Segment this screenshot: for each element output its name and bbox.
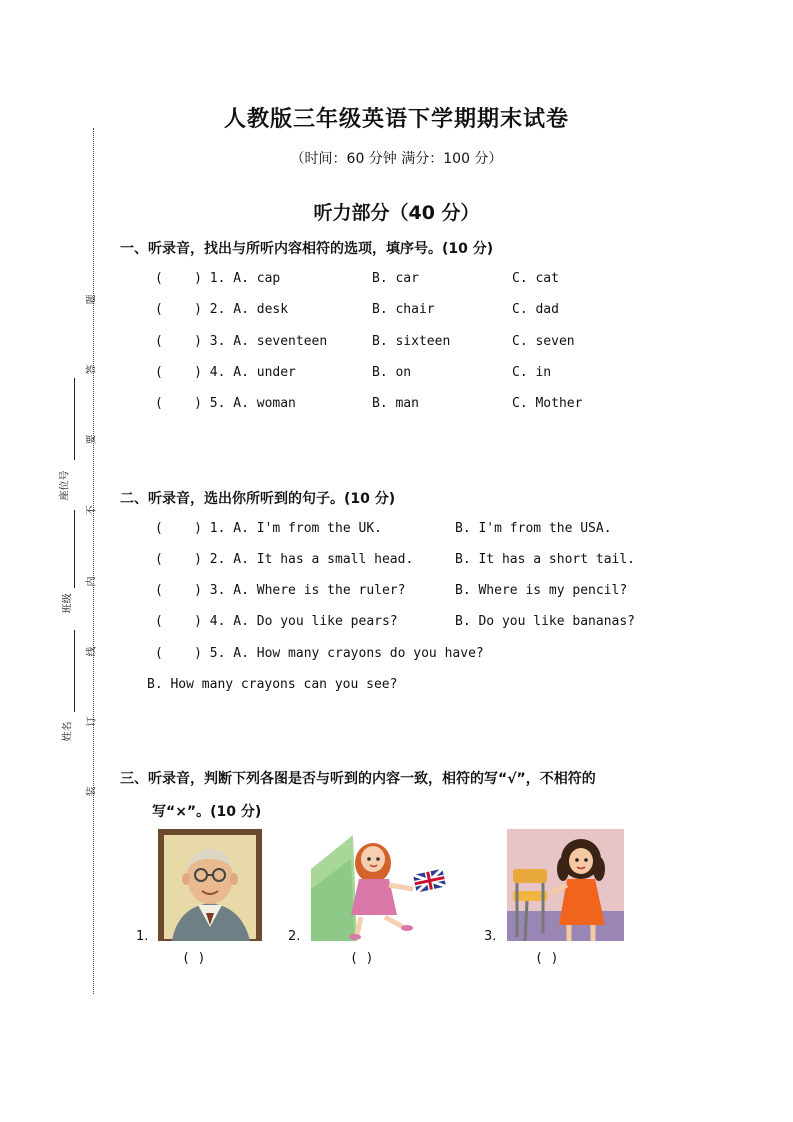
class-underline (74, 510, 75, 588)
s2-q4-a: ( ) 4. A. Do you like pears? (155, 614, 398, 629)
section3-heading-line2: 写“×”。(10 分) (152, 804, 262, 820)
binding-char: 要 (86, 434, 98, 445)
s1-q4-a: ( ) 4. A. under (155, 365, 296, 380)
section1-heading: 一、听录音，找出与所听内容相符的选项，填序号。(10 分) (120, 241, 494, 257)
s1-q4-b: B. on (372, 365, 412, 380)
binding-char: 订 (86, 716, 98, 727)
s2-q5-b: B. How many crayons can you see? (147, 677, 398, 692)
seat-number-underline (74, 378, 75, 460)
name-label: 姓名 (62, 721, 74, 742)
class-label: 班级 (62, 593, 74, 614)
seat-number-label: 座位号 (59, 470, 71, 501)
name-underline (74, 630, 75, 712)
s2-q3-a: ( ) 3. A. Where is the ruler? (155, 583, 406, 598)
binding-char: 题 (86, 294, 98, 305)
s2-q3-b: B. Where is my pencil? (455, 583, 628, 598)
picture-3-answer[interactable]: ( ) (535, 951, 559, 966)
s1-q5-c: C. Mother (512, 396, 583, 411)
s2-q5-a: ( ) 5. A. How many crayons do you have? (155, 646, 484, 661)
s1-q3-c: C. seven (512, 334, 575, 349)
binding-char: 装 (86, 786, 98, 797)
s1-q1-a: ( ) 1. A. cap (155, 271, 281, 286)
exam-time-score: （时间：60 分钟 满分：100 分） (290, 151, 503, 167)
picture-1-answer[interactable]: ( ) (182, 951, 206, 966)
s2-q4-b: B. Do you like bananas? (455, 614, 636, 629)
s1-q1-b: B. car (372, 271, 419, 286)
section2-heading: 二、听录音，选出你所听到的句子。(10 分) (120, 491, 396, 507)
binding-char: 线 (86, 646, 98, 657)
s1-q2-c: C. dad (512, 302, 559, 317)
s1-q1-c: C. cat (512, 271, 559, 286)
s1-q3-b: B. sixteen (372, 334, 451, 349)
picture-2-number: 2. (288, 929, 301, 944)
section3-heading-line1: 三、听录音，判断下列各图是否与听到的内容一致，相符的写“√”，不相符的 (120, 771, 596, 787)
s1-q5-a: ( ) 5. A. woman (155, 396, 296, 411)
binding-char: 内 (86, 576, 98, 587)
s1-q2-b: B. chair (372, 302, 435, 317)
picture-1-number: 1. (136, 929, 149, 944)
page-title: 人教版三年级英语下学期期末试卷 (223, 107, 569, 132)
s2-q1-a: ( ) 1. A. I'm from the UK. (155, 521, 382, 536)
s2-q2-b: B. It has a short tail. (455, 552, 636, 567)
picture-3-number: 3. (484, 929, 497, 944)
binding-dotted-line (93, 128, 94, 994)
picture-girl-with-flag (311, 829, 457, 941)
s2-q1-b: B. I'm from the USA. (455, 521, 612, 536)
s1-q3-a: ( ) 3. A. seventeen (155, 334, 328, 349)
part-title: 听力部分（40 分） (313, 202, 480, 224)
binding-char: 答 (86, 364, 98, 375)
s2-q2-a: ( ) 2. A. It has a small head. (155, 552, 414, 567)
picture-girl-beside-chair (507, 829, 624, 941)
s1-q4-c: C. in (512, 365, 552, 380)
picture-2-answer[interactable]: ( ) (350, 951, 374, 966)
picture-old-man (158, 829, 262, 941)
s1-q2-a: ( ) 2. A. desk (155, 302, 289, 317)
s1-q5-b: B. man (372, 396, 419, 411)
binding-char: 不 (86, 505, 98, 516)
